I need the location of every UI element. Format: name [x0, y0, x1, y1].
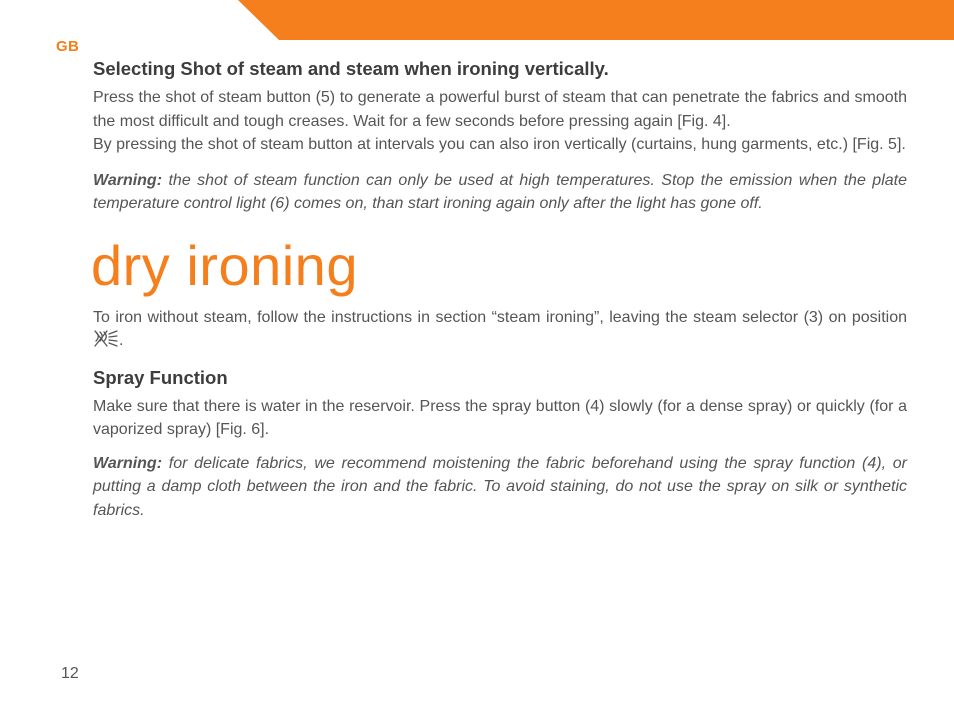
warning-text: the shot of steam function can only be used at high temperatures. Stop the emission when the plate temperature control light (6) comes on, than start ironing again only after the light has gone off. [93, 171, 907, 212]
section-title-spray-function: Spray Function [93, 366, 228, 388]
warning-label: Warning: [93, 171, 163, 189]
warning-spray-function [93, 452, 907, 523]
dry-ironing-text: To iron without steam, follow the instructions in section “steam ironing”, leaving the steam selector (3) on position [93, 308, 907, 326]
paragraph-vertical-ironing: By pressing the shot of steam button at intervals you can also iron vertically (curtains, hung garments, etc.) [Fig. 5]. [93, 136, 906, 153]
paragraph-shot-of-steam: Press the shot of steam button (5) to generate a powerful burst of steam that can penetrate the fabrics and smooth the most difficult and tough creases. Wait for a few seconds before pressing again [Fig. 4]. [93, 89, 907, 130]
header-accent-bar [238, 0, 954, 40]
section-title-shot-of-steam: Selecting Shot of steam and steam when ironing vertically. [93, 58, 609, 79]
section-title-dry-ironing: dry ironing [91, 233, 358, 297]
paragraph-spray-function: Make sure that there is water in the reservoir. Press the spray button (4) slowly (for a dense spray) or quickly (for a vaporized spray) [Fig. 6]. [93, 397, 907, 438]
language-tag: GB [56, 38, 80, 55]
warning-shot-of-steam [93, 169, 907, 216]
dry-ironing-text-end: . [119, 332, 124, 349]
warning-text: for delicate fabrics, we recommend moistening the fabric beforehand using the spray function (4), or putting a damp cloth between the iron and the fabric. To avoid staining, do not use the spray on silk or synthetic fabrics. [93, 454, 907, 519]
paragraph-dry-ironing [93, 306, 907, 353]
no-steam-icon [94, 330, 118, 348]
page-content [93, 58, 907, 522]
page-number: 12 [61, 665, 79, 682]
warning-label: Warning: [93, 454, 163, 472]
